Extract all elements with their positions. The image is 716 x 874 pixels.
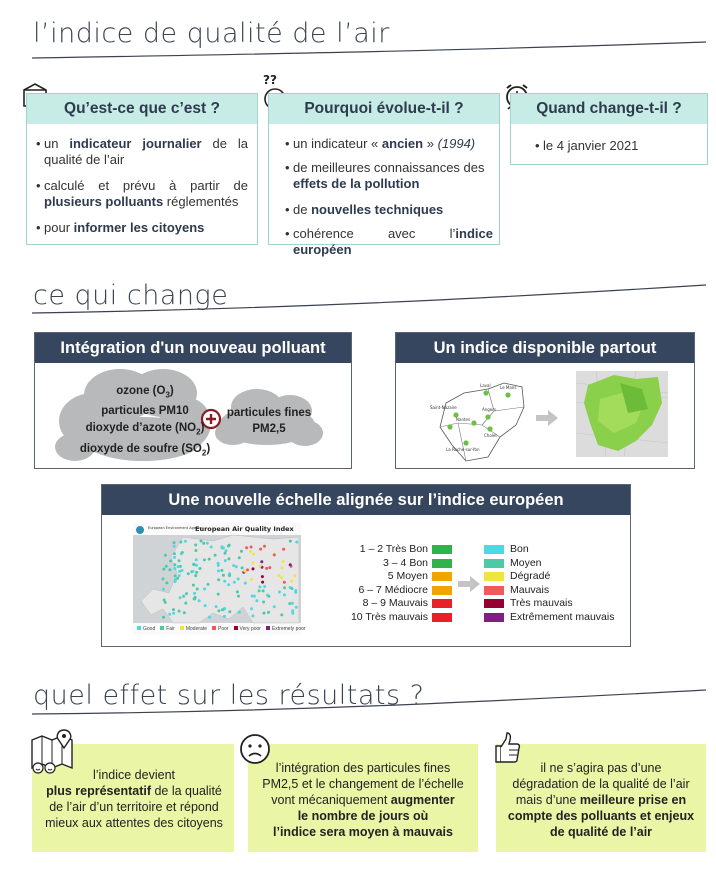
station-dot	[227, 545, 230, 548]
station-dot	[273, 553, 276, 556]
station-dot	[182, 595, 185, 598]
station-dot	[228, 574, 231, 577]
city-label: Cholet	[484, 433, 497, 438]
new-scale-label: Moyen	[510, 556, 542, 569]
station-dot	[217, 609, 220, 612]
map-legend-item: Moderate	[180, 626, 207, 632]
station-dot	[282, 548, 285, 551]
station-dot	[164, 554, 167, 557]
old-scale-label: 10 Très mauvais	[350, 611, 428, 623]
station-dot	[173, 556, 176, 559]
list-item: • de nouvelles techniques	[285, 202, 493, 218]
station-dot	[184, 540, 187, 543]
station-dot	[227, 583, 230, 586]
station-dot	[194, 574, 197, 577]
list-item: • de meilleures connaissances des effets de la pollution	[285, 160, 493, 192]
station-dot	[194, 549, 197, 552]
station-dot	[290, 580, 293, 583]
station-dot	[249, 550, 252, 553]
station-dot	[191, 570, 194, 573]
effect-more-days-text: l’intégration des particules fines PM2,5 et le changement de l’échelle vont mécaniquement augmenter le nombre de jours où l’indice sera moyen à mauvais	[262, 761, 464, 839]
station-dot	[265, 567, 268, 570]
cloud-text-existing: ozone $(O_3)$ particules PM10 dioxyde d’azote $(NO_2)$ dioxyde de soufre $(SO_2)$	[79, 385, 211, 457]
map-title: European Air Quality Index	[195, 525, 294, 533]
station-dot	[164, 601, 167, 604]
station-dot	[283, 593, 286, 596]
card-when-title: Quand change-t-il ?	[511, 94, 707, 124]
station-dot	[250, 546, 253, 549]
station-dot	[181, 569, 184, 572]
map-legend-swatch	[180, 626, 184, 630]
station-dot	[173, 552, 176, 555]
station-dot	[288, 602, 291, 605]
station-dot	[261, 575, 264, 578]
station-dot	[261, 581, 264, 584]
station-dot	[277, 574, 280, 577]
station-dot	[223, 580, 226, 583]
map-legend	[137, 625, 306, 633]
map-legend-swatch	[160, 626, 164, 630]
map-legend-swatch	[137, 626, 141, 630]
station-dot	[172, 608, 175, 611]
new-scale-swatch	[484, 586, 504, 595]
station-dot	[214, 554, 217, 557]
index-everywhere-title: Un indice disponible partout	[396, 333, 694, 363]
section-title-effects: quel effet sur les résultats ?	[33, 680, 425, 711]
station-dot	[217, 593, 220, 596]
section-title-changes: ce qui change	[33, 280, 229, 311]
new-scale-box	[101, 484, 631, 647]
station-dot	[165, 565, 168, 568]
station-dot	[195, 564, 198, 567]
station-dot	[184, 602, 187, 605]
station-dot	[173, 541, 176, 544]
new-scale-swatch	[484, 559, 504, 568]
old-scale-swatch	[432, 572, 452, 581]
station-dot	[252, 561, 255, 564]
new-scale-label: Extrêmement mauvais	[510, 611, 615, 623]
station-dot	[241, 566, 244, 569]
station-dot	[192, 584, 195, 587]
station-dot	[224, 559, 227, 562]
station-dot	[208, 558, 211, 561]
station-dot	[280, 576, 283, 579]
station-dot	[289, 540, 292, 543]
station-dot	[227, 557, 230, 560]
station-dot	[202, 542, 205, 545]
station-dot	[169, 560, 172, 563]
station-dot	[281, 566, 284, 569]
old-scale-swatch	[432, 559, 452, 568]
station-dot	[203, 588, 206, 591]
station-dot	[228, 610, 231, 613]
station-dot	[251, 614, 254, 617]
station-dot	[259, 565, 262, 568]
station-dot	[250, 607, 253, 610]
old-scale-swatch	[432, 613, 452, 622]
map-legend-item: Extremely poor	[266, 626, 306, 632]
station-dot	[220, 569, 223, 572]
station-dot	[251, 595, 254, 598]
station-dot	[291, 602, 294, 605]
station-dot	[283, 581, 286, 584]
map-legend-item: Fair	[160, 626, 175, 632]
card-what-title: Qu’est-ce que c’est ?	[27, 94, 257, 124]
station-dot	[294, 591, 297, 594]
station-dot	[263, 612, 266, 615]
effect-representative-text: l’indice devient plus représentatif de la qualité de l’air d’un territoire et répond mieux aux attentes des citoyens	[45, 768, 223, 830]
list-item: • un indicateur journalier de la qualité de l’air	[36, 136, 248, 168]
title-underline	[30, 688, 710, 718]
new-scale-label: Mauvais	[510, 583, 550, 596]
title-underline	[30, 40, 710, 62]
station-dot	[282, 560, 285, 563]
city-label: Le Mans	[500, 385, 517, 390]
station-dot	[238, 611, 241, 614]
map-legend-item: Good	[137, 626, 155, 632]
station-dot	[252, 553, 255, 556]
card-why	[268, 93, 500, 257]
old-scale-swatch	[432, 545, 452, 554]
station-dot	[206, 542, 209, 545]
station-dot	[162, 568, 165, 571]
station-dot	[162, 578, 165, 581]
station-dot	[223, 615, 226, 618]
station-dot	[179, 565, 182, 568]
new-scale-title: Une nouvelle échelle alignée sur l’indice européen	[102, 485, 630, 515]
old-scale-label: 3 – 4 Bon	[383, 556, 428, 569]
station-dot	[203, 558, 206, 561]
station-dot	[235, 565, 238, 568]
station-dot	[207, 583, 210, 586]
station-dot	[194, 596, 197, 599]
station-dot	[259, 548, 262, 551]
card-what	[26, 93, 258, 245]
station-dot	[196, 588, 199, 591]
station-dot	[295, 606, 298, 609]
station-dot	[263, 545, 266, 548]
city-label: Nantes	[456, 417, 471, 422]
effect-better-account-text: il ne s’agira pas d’une dégradation de la qualité de l’air mais d’une meilleure prise en compte des polluants et enjeux de qualité de l’air	[507, 761, 695, 839]
station-dot	[273, 605, 276, 608]
list-item: • pour informer les citoyens	[36, 220, 248, 236]
station-dot	[165, 581, 168, 584]
arrow-icon	[456, 575, 482, 593]
eaqi-map	[133, 523, 306, 635]
old-scale-label: 5 Moyen	[387, 570, 428, 583]
station-dot	[224, 552, 227, 555]
region-maps	[396, 363, 696, 469]
station-dot	[173, 563, 176, 566]
old-scale-swatch	[432, 586, 452, 595]
station-dot	[172, 612, 175, 615]
new-scale-label: Bon	[510, 543, 529, 555]
list-item: • cohérence avec l’indice européen	[285, 226, 493, 258]
station-dot	[263, 585, 266, 588]
station-dot	[217, 564, 220, 567]
station-dot	[204, 604, 207, 607]
station-dot	[168, 568, 171, 571]
station-dot	[246, 568, 249, 571]
arrow-icon	[536, 410, 558, 426]
station-dot	[179, 596, 182, 599]
map-legend-swatch	[266, 626, 270, 630]
city-label: Angers	[482, 407, 496, 412]
station-dot	[244, 582, 247, 585]
station-dot	[283, 586, 286, 589]
station-dot	[174, 578, 177, 581]
station-dot	[250, 578, 253, 581]
index-everywhere-box	[395, 332, 695, 469]
station-dot	[210, 546, 213, 549]
eea-logo	[136, 526, 144, 534]
new-scale-label: Dégradé	[510, 570, 551, 583]
station-dot	[262, 589, 265, 592]
map-legend-swatch	[234, 626, 238, 630]
station-dot	[215, 605, 218, 608]
station-dot	[221, 545, 224, 548]
station-dot	[195, 558, 198, 561]
old-scale-swatch	[432, 599, 452, 608]
station-dot	[187, 572, 190, 575]
station-dot	[174, 574, 177, 577]
station-dot	[255, 599, 258, 602]
old-scale-label: 6 – 7 Médiocre	[358, 583, 428, 596]
station-dot	[291, 612, 294, 615]
station-dot	[268, 566, 271, 569]
cloud-text-pm25: particules fines PM2,5	[226, 407, 312, 435]
station-dot	[173, 545, 176, 548]
map-legend-swatch	[212, 626, 216, 630]
station-dot	[174, 567, 177, 570]
title-underline	[30, 283, 710, 317]
station-dot	[181, 551, 184, 554]
list-item: • calculé et prévu à partir de plusieurs polluants réglementés	[36, 178, 248, 210]
station-dot	[198, 599, 201, 602]
station-dot	[200, 540, 203, 543]
station-dot	[262, 601, 265, 604]
station-dot	[232, 564, 235, 567]
svg-text:??: ??	[263, 73, 277, 87]
station-dot	[217, 569, 220, 572]
station-dot	[194, 544, 197, 547]
station-dot	[222, 574, 225, 577]
station-dot	[178, 610, 181, 613]
station-dot	[217, 578, 220, 581]
station-dot	[252, 567, 255, 570]
station-dot	[294, 574, 297, 577]
new-scale-label: Très mauvais	[510, 597, 573, 610]
old-scale-label: 1 – 2 Très Bon	[359, 543, 428, 555]
city-label: Laval	[480, 383, 491, 388]
city-label: Saint-Nazaire	[430, 405, 457, 410]
station-dot	[162, 616, 165, 619]
station-dot	[260, 560, 263, 563]
card-why-title: Pourquoi évolue-t-il ?	[269, 94, 499, 124]
station-dot	[266, 594, 269, 597]
new-pollutant-title: Intégration d'un nouveau polluant	[35, 333, 351, 363]
station-dot	[183, 611, 186, 614]
station-dot	[168, 613, 171, 616]
station-dot	[208, 616, 211, 619]
city-label: La Roche-sur-Yon	[446, 447, 480, 452]
station-dot	[237, 595, 240, 598]
map-legend-item: Very poor	[234, 626, 261, 632]
station-dot	[278, 591, 281, 594]
station-dot	[223, 607, 226, 610]
station-dot	[243, 570, 246, 573]
station-dot	[178, 574, 181, 577]
station-dot	[236, 590, 239, 593]
station-dot	[185, 592, 188, 595]
new-pollutant-box	[34, 332, 352, 469]
station-dot	[233, 581, 236, 584]
new-scale-swatch	[484, 599, 504, 608]
station-dot	[258, 589, 261, 592]
section-title-indice: l’indice de qualité de l’air	[33, 18, 390, 49]
station-dot	[289, 563, 292, 566]
station-dot	[199, 567, 202, 570]
card-when	[510, 93, 708, 165]
new-scale-swatch	[484, 545, 504, 554]
station-dot	[245, 546, 248, 549]
station-dot	[238, 556, 241, 559]
station-dot	[179, 541, 182, 544]
map-org: European Environment Agency	[148, 526, 203, 530]
map-legend-item: Poor	[212, 626, 229, 632]
station-dot	[259, 585, 262, 588]
list-item: • le 4 janvier 2021	[535, 138, 705, 154]
station-dot	[295, 541, 298, 544]
station-dot	[178, 559, 181, 562]
station-dot	[195, 571, 198, 574]
station-dot	[162, 588, 165, 591]
station-dot	[291, 609, 294, 612]
station-dot	[280, 613, 283, 616]
new-scale-swatch	[484, 572, 504, 581]
station-dot	[237, 578, 240, 581]
station-dot	[289, 586, 292, 589]
station-dot	[193, 592, 196, 595]
old-scale-label: 8 – 9 Mauvais	[362, 597, 428, 610]
new-scale-swatch	[484, 613, 504, 622]
list-item: • un indicateur « ancien » (1994)	[285, 136, 493, 152]
station-dot	[240, 550, 243, 553]
station-dot	[192, 563, 195, 566]
station-dot	[267, 611, 270, 614]
